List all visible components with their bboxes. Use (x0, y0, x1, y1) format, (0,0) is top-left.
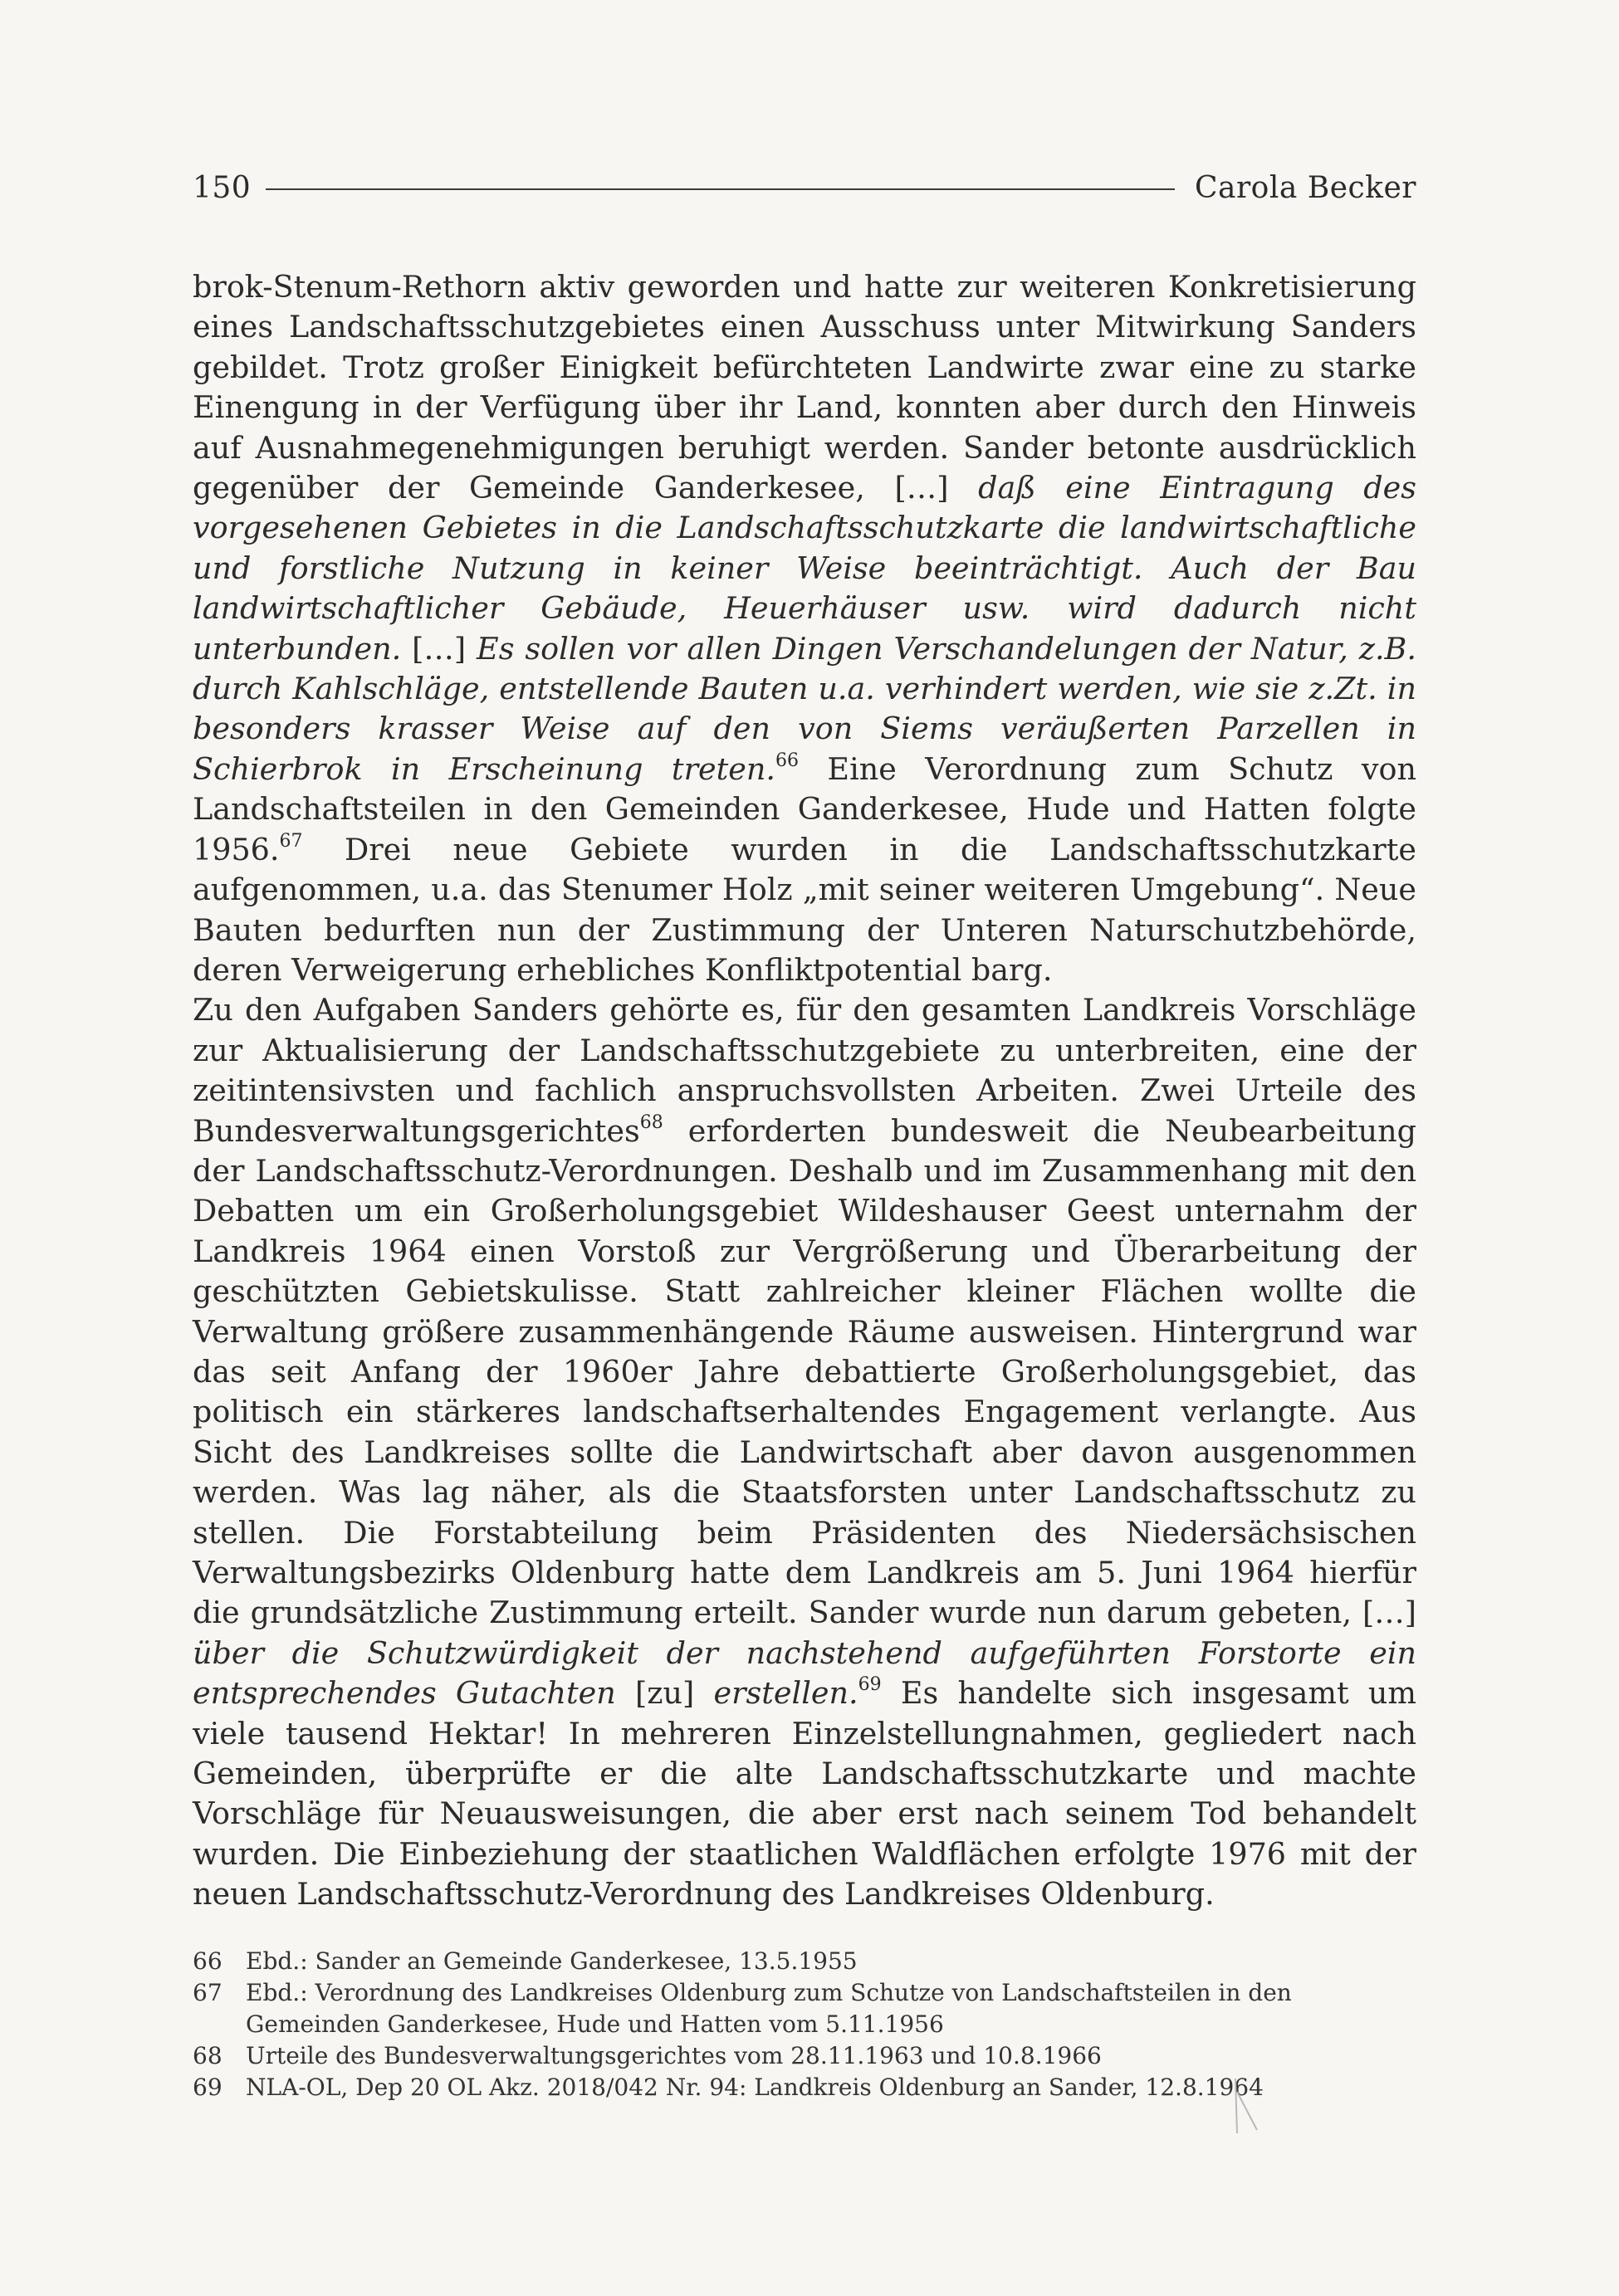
text-run: Drei neue Gebiete wurden in die Landschaftsschutzkarte aufgenommen, u.a. das Stenumer Holz „mit seiner weiteren Umgebung“. Neue Bauten bedurften nun der Zustimmung der Unteren Naturschutzbehörde, deren Verweigerung erhebliches Konfliktpotential barg. (193, 831, 1416, 988)
body-text (193, 267, 1416, 1915)
footnote-text: NLA-OL, Dep 20 OL Akz. 2018/042 Nr. 94: Landkreis Oldenburg an Sander, 12.8.1964 (246, 2074, 1264, 2101)
footnote-number: 68 (193, 2042, 223, 2069)
footnote-number: 66 (193, 1947, 223, 1975)
text-run: brok-Stenum-Rethorn aktiv geworden und hatte zur weiteren Konkretisierung eines Landschaftsschutzgebietes einen Ausschuss unter Mitwirkung Sanders gebildet. Trotz großer Einigkeit befürchteten Landwirte zwar eine zu starke Einengung in der Verfügung über ihr Land, konnten aber durch den Hinweis auf Ausnahmegenehmigungen beruhigt werden. Sander betonte ausdrücklich gegenüber der Gemeinde Ganderkesee, […] (193, 269, 1416, 506)
quote-run: daß eine Eintragung des vorgesehenen Gebietes in die Landschaftsschutzkarte die landwirtschaftliche und forstliche Nutzung in keiner Weise beeinträchtigt. Auch der Bau landwirtschaftlicher Gebäude, Heuerhäuser usw. wird dadurch nicht unterbunden. (193, 470, 1416, 667)
footnote-text: Ebd.: Sander an Gemeinde Ganderkesee, 13.5.1955 (246, 1947, 858, 1975)
running-header (193, 163, 1416, 213)
header-rule (266, 188, 1175, 190)
footnote-number: 67 (193, 1979, 223, 2006)
text-run: Zu den Aufgaben Sanders gehörte es, für den gesamten Landkreis Vorschläge zur Aktualisierung der Landschaftsschutzgebiete zu unterbreiten, eine der zeitintensivsten und fachlich anspruchsvollsten Arbeiten. Zwei Urteile des Bundesverwaltungsgerichtes (193, 992, 1416, 1149)
text-run: erforderten bundesweit die Neubearbeitung der Landschaftsschutz-Verordnungen. Deshalb und im Zusammenhang mit den Debatten um ein Großerholungsgebiet Wildeshauser Geest unternahm der Landkreis 1964 einen Vorstoß zur Vergrößerung und Überarbeitung der geschützten Gebietskulisse. Statt zahlreicher kleiner Flächen wollte die Verwaltung größere zusammenhängende Räume ausweisen. Hintergrund war das seit Anfang der 1960er Jahre debattierte Großerholungsgebiet, das politisch ein stärkeres landschaftserhaltendes Engagement verlangte. Aus Sicht des Landkreises sollte die Landwirtschaft aber davon ausgenommen werden. Was lag näher, als die Staatsforsten unter Landschaftsschutz zu stellen. Die Forstabteilung beim Präsidenten des Niedersächsischen Verwaltungsbezirks Oldenburg hatte dem Landkreis am 5. Juni 1964 hierfür die grundsätzliche Zustimmung erteilt. Sander wurde nun darum gebeten, […] (193, 1112, 1416, 1631)
footnote-text: Urteile des Bundesverwaltungsgerichtes vom 28.11.1963 und 10.8.1966 (246, 2042, 1102, 2069)
text-run: [zu] (615, 1675, 714, 1712)
text-run: […] (401, 630, 477, 667)
paragraph-2 (193, 990, 1416, 1914)
footnote-number: 69 (193, 2074, 223, 2101)
quote-run: über die Schutzwürdigkeit der nachstehend aufgeführten Forstorte ein entsprechendes Gutachten (193, 1634, 1416, 1712)
quote-run: erstellen. (713, 1675, 858, 1712)
footnote-ref-68[interactable]: 68 (639, 1111, 663, 1133)
quote-run: Es sollen vor allen Dingen Verschandelungen der Natur, z.B. durch Kahlschläge, entstellende Bauten u.a. verhindert werden, wie sie z.Zt. in besonders krasser Weise auf den von Siems veräußerten Parzellen in Schierbrok in Erscheinung treten. (193, 630, 1416, 787)
footnote-ref-69[interactable]: 69 (858, 1674, 882, 1696)
footnote (193, 1946, 1416, 1977)
running-head-author: Carola Becker (1194, 170, 1416, 205)
pencil-mark (1232, 2075, 1265, 2142)
footnote (193, 1977, 1416, 2040)
text-run: Es handelte sich insgesamt um viele tausend Hektar! In mehreren Einzelstellungnahmen, gegliedert nach Gemeinden, überprüfte er die alte Landschaftsschutzkarte und machte Vorschläge für Neuausweisungen, die aber erst nach seinem Tod behandelt wurden. Die Einbeziehung der staatlichen Waldflächen erfolgte 1976 mit der neuen Landschaftsschutz-Verordnung des Landkreises Oldenburg. (193, 1675, 1416, 1913)
text-run: Eine Verordnung zum Schutz von Landschaftsteilen in den Gemeinden Ganderkesee, Hude und Hatten folgte 1956. (193, 750, 1417, 867)
footnote-ref-67[interactable]: 67 (279, 830, 303, 852)
footnote (193, 2040, 1416, 2072)
page-number: 150 (193, 170, 252, 205)
footnote-text: Ebd.: Verordnung des Landkreises Oldenburg zum Schutze von Landschaftsteilen in den Gemeinden Ganderkesee, Hude und Hatten vom 5.11.1956 (246, 1979, 1292, 2038)
footnote-ref-66[interactable]: 66 (775, 750, 800, 771)
paragraph-1 (193, 267, 1416, 990)
